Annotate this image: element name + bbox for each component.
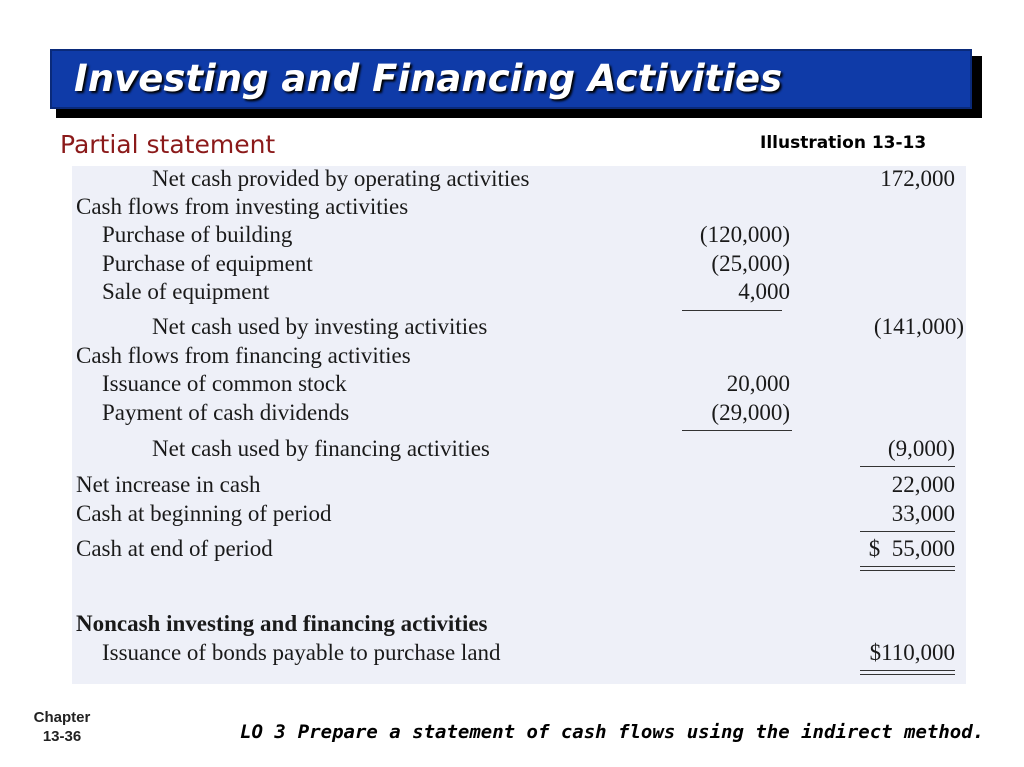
double-rule-top [860, 670, 955, 671]
row-total: $110,000 [869, 640, 955, 665]
row-label: Net cash used by investing activities [152, 314, 488, 339]
row-sale-equipment [72, 279, 966, 307]
row-net-increase [72, 472, 966, 500]
lo-code: LO 3 [240, 721, 286, 743]
row-purchase-equipment [72, 251, 966, 279]
row-label: Cash at end of period [76, 536, 273, 561]
row-cash-dividends [72, 400, 966, 428]
row-label: Cash flows from investing activities [76, 194, 409, 219]
total-rule [860, 531, 955, 532]
row-financing-heading [72, 343, 966, 371]
row-total: (141,000) [873, 314, 964, 339]
row-label: Issuance of bonds payable to purchase land [102, 640, 501, 665]
row-label: Sale of equipment [102, 279, 270, 304]
partial-statement-label: Partial statement [60, 130, 276, 159]
row-label: Purchase of building [102, 222, 293, 247]
row-amount: (120,000) [699, 222, 790, 247]
cash-flow-statement [72, 166, 966, 684]
row-label: Issuance of common stock [102, 371, 347, 396]
row-label: Cash at beginning of period [76, 501, 332, 526]
learning-objective [240, 721, 984, 743]
row-common-stock [72, 371, 966, 399]
slide-title: Investing and Financing Activities [74, 57, 783, 100]
subtotal-rule [682, 310, 782, 311]
row-label: Net cash used by financing activities [152, 436, 490, 461]
row-total: 172,000 [880, 166, 955, 191]
row-cash-end [72, 536, 966, 564]
illustration-number: Illustration 13-13 [760, 133, 927, 153]
chapter-label [18, 708, 106, 746]
row-total: 22,000 [891, 472, 955, 497]
row-label: Noncash investing and financing activities [76, 611, 488, 636]
title-bar [50, 49, 972, 109]
total-rule [860, 466, 955, 467]
row-net-cash-financing [72, 436, 966, 464]
row-noncash-heading [72, 611, 966, 639]
row-label: Purchase of equipment [102, 251, 313, 276]
row-amount: (29,000) [711, 400, 790, 425]
row-label: Net increase in cash [76, 472, 261, 497]
row-amount: 4,000 [738, 279, 790, 304]
double-rule-bottom [860, 674, 955, 675]
row-total: $ 55,000 [868, 536, 955, 561]
row-net-cash-investing [72, 314, 966, 342]
row-purchase-building [72, 222, 966, 250]
subtotal-rule [682, 430, 792, 431]
double-rule-top [860, 566, 955, 567]
row-cash-beginning [72, 501, 966, 529]
row-amount: (25,000) [711, 251, 790, 276]
lo-text: Prepare a statement of cash flows using the indirect method. [297, 721, 985, 743]
double-rule-bottom [860, 570, 955, 571]
row-bonds-land [72, 640, 966, 668]
row-label: Payment of cash dividends [102, 400, 350, 425]
chapter-page: 13-36 [42, 728, 82, 745]
chapter-text: Chapter [33, 709, 91, 726]
row-label: Cash flows from financing activities [76, 343, 411, 368]
row-net-cash-operating [72, 166, 966, 194]
row-total: (9,000) [887, 436, 955, 461]
row-investing-heading [72, 194, 966, 222]
row-label: Net cash provided by operating activities [152, 166, 530, 191]
row-amount: 20,000 [726, 371, 790, 396]
row-total: 33,000 [891, 501, 955, 526]
